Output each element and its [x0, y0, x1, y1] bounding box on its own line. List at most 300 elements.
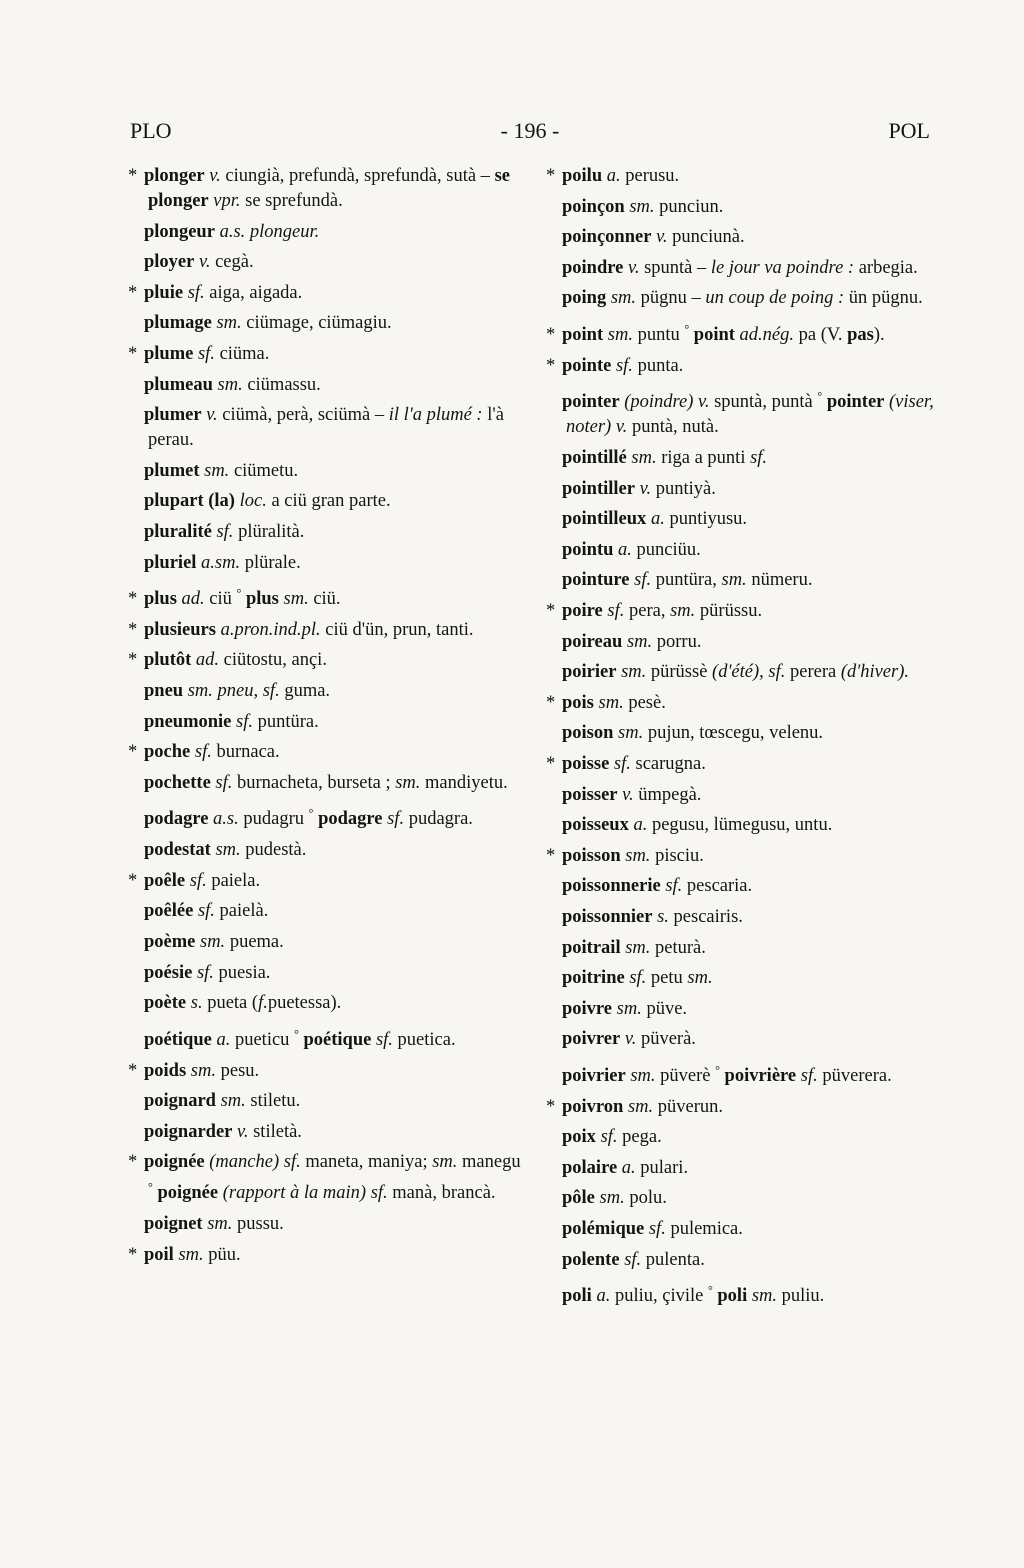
common-word-asterisk: * [128, 742, 138, 763]
translation: puetessa). [267, 993, 342, 1014]
dictionary-entry [546, 568, 938, 593]
grammar-note: sf. [629, 570, 656, 591]
headword: poli [712, 1286, 748, 1307]
headword: pois [562, 692, 594, 713]
grammar-note: sm. pneu, sf. [183, 681, 285, 702]
translation: punciunà. [672, 227, 745, 248]
dictionary-entry [128, 581, 528, 612]
dictionary-entry [128, 771, 528, 796]
dictionary-entry [128, 710, 528, 735]
translation: pudestà. [245, 840, 307, 861]
translation: pudagru [243, 809, 309, 830]
grammar-note: sf. [183, 282, 210, 303]
dictionary-entry [128, 838, 528, 863]
dictionary-entry [546, 936, 938, 961]
common-word-asterisk: * [546, 692, 556, 713]
common-word-asterisk: * [546, 166, 556, 186]
grammar-note: (d'été), sf. [712, 662, 790, 683]
grammar-note: sf. [609, 754, 636, 774]
grammar-note: a.pron.ind.pl. [215, 619, 326, 640]
dictionary-entry [546, 354, 938, 379]
grammar-note: s. [186, 993, 208, 1014]
common-word-asterisk: * [128, 343, 138, 364]
dictionary-entry [128, 342, 528, 367]
grammar-note: (rapport à la main) sf. [218, 1183, 393, 1204]
dictionary-entry [128, 1150, 528, 1206]
dictionary-entry [128, 961, 528, 986]
common-word-asterisk: * [546, 355, 556, 376]
grammar-note: ad. [191, 650, 224, 671]
dictionary-entry [546, 507, 938, 532]
grammar-note: sm. [195, 931, 230, 952]
grammar-note: sm. [603, 325, 638, 346]
grammar-note: sm. [622, 631, 657, 652]
grammar-note: sf. [619, 1249, 646, 1270]
dictionary-entry [546, 874, 938, 899]
grammar-note: v. [651, 227, 673, 248]
translation: burnaca. [216, 742, 280, 763]
translation: se sprefundà. [245, 191, 343, 211]
grammar-note: sm. [594, 1188, 630, 1209]
translation: peturà. [655, 937, 706, 958]
headword: poilu [562, 166, 603, 186]
translation: a ciü gran parte. [271, 491, 391, 512]
headword: poivrer [562, 1029, 621, 1050]
headword: plus [241, 589, 279, 610]
dictionary-entry [546, 844, 938, 869]
grammar-note: sm. [670, 601, 700, 622]
dictionary-entry [128, 403, 528, 453]
translation: aiga, aigada. [209, 282, 303, 303]
grammar-note: v. [620, 1029, 641, 1050]
headword: poindre [562, 257, 624, 278]
headword: pneumonie [144, 711, 232, 732]
grammar-note: s. [652, 906, 674, 927]
translation: pera, [629, 601, 671, 622]
translation: pueta ( [207, 993, 259, 1014]
translation: pueticu [234, 1029, 295, 1050]
translation: püverera. [822, 1066, 892, 1087]
dictionary-entry [128, 311, 528, 336]
common-word-asterisk: * [546, 1096, 556, 1117]
translation: puliu, çivile [614, 1286, 708, 1307]
grammar-note: sf. [211, 521, 239, 542]
dictionary-entry [128, 899, 528, 924]
dictionary-entry [546, 966, 938, 991]
dictionary-entry [546, 1217, 938, 1242]
common-word-asterisk: * [128, 650, 138, 671]
translation: puliu. [781, 1286, 825, 1307]
headword: poitrine [562, 968, 625, 989]
headword: pointer [822, 392, 885, 413]
headword: ployer [144, 252, 195, 273]
headword: point [689, 325, 735, 346]
dictionary-entry [128, 1120, 528, 1145]
translation: pürüssu. [699, 601, 763, 622]
translation: maneta, maniya; [305, 1152, 433, 1173]
headword: poisson [562, 845, 621, 866]
translation: pügnu – [640, 288, 706, 309]
grammar-note: vpr. [208, 191, 246, 211]
grammar-note: sf. [796, 1066, 823, 1087]
headword: poire [562, 601, 603, 622]
grammar-note: sm. [620, 937, 656, 958]
translation: pussu. [237, 1214, 284, 1235]
translation: mandiyetu. [425, 772, 508, 793]
translation: scarugna. [635, 754, 706, 774]
translation: ciümà, perà, sciümà – [222, 405, 389, 426]
translation: pürüssè [650, 662, 713, 683]
translation: pulemica. [670, 1219, 743, 1240]
grammar-note: sf. [595, 1127, 623, 1148]
translation: puntu [637, 325, 685, 346]
sense-separator: ° [817, 389, 823, 404]
translation: ciümage, ciümagiu. [246, 313, 392, 334]
translation: arbegia. [858, 257, 918, 278]
dictionary-entry [546, 691, 938, 716]
headword: poète [144, 993, 187, 1014]
dictionary-entry [546, 599, 938, 624]
headword: pointiller [562, 478, 635, 499]
grammar-note: sm. [186, 1060, 221, 1081]
dictionary-entry [546, 630, 938, 655]
translation: ciümetu. [233, 460, 299, 481]
dictionary-entry [546, 1125, 938, 1150]
headword: pneu [144, 681, 184, 702]
page-number: - 196 - [500, 118, 560, 143]
headword: poirier [562, 662, 617, 683]
headword: pointure [562, 570, 630, 591]
right-column [546, 164, 938, 1315]
grammar-note: a. [211, 1029, 235, 1050]
common-word-asterisk: * [128, 166, 138, 186]
headword: poisseux [562, 815, 629, 836]
grammar-note: sm. [620, 845, 656, 866]
translation: püverà. [640, 1029, 696, 1050]
translation: manà, brancà. [392, 1183, 496, 1204]
dictionary-entry [546, 286, 938, 311]
dictionary-entry [546, 477, 938, 502]
translation: riga a punti [661, 448, 751, 469]
common-word-asterisk: * [128, 282, 138, 303]
headword: pochette [144, 772, 211, 793]
grammar-note: ad.nég. [734, 325, 799, 346]
grammar-note: sf. [750, 448, 768, 469]
dictionary-entry [546, 195, 938, 220]
dictionary-entry [546, 660, 938, 685]
dictionary-entry [128, 281, 528, 306]
translation: ciütostu, ançi. [223, 650, 327, 671]
sense-separator: ° [308, 806, 314, 821]
headword: pôle [562, 1188, 595, 1209]
grammar-note: a. [602, 166, 626, 186]
headword: polaire [562, 1157, 618, 1178]
grammar-note: v. [201, 405, 223, 426]
headword: plus [144, 589, 177, 610]
headword: poireau [562, 631, 623, 652]
grammar-note: sm. [395, 772, 426, 793]
translation: puema. [229, 931, 284, 952]
header-last-word: POL [888, 118, 930, 143]
grammar-note: sf. [193, 901, 220, 922]
grammar-note: (viser, noter) v. [566, 392, 934, 438]
translation: pulenta. [645, 1249, 705, 1270]
headword: plumeau [144, 374, 213, 395]
grammar-note: sf. [190, 742, 217, 763]
grammar-note: a.s. plongeur. [214, 221, 320, 242]
dictionary-entry [128, 373, 528, 398]
headword: poivron [562, 1096, 624, 1117]
translation: paielà. [219, 901, 269, 922]
translation: manegu [462, 1152, 521, 1173]
translation: pescairis. [673, 906, 743, 927]
grammar-note: f. [258, 993, 268, 1014]
dictionary-entry [128, 1089, 528, 1114]
dictionary-entry [128, 869, 528, 894]
dictionary-entry [128, 740, 528, 765]
headword: pluriel [144, 552, 197, 573]
translation: ciungià, prefundà, sprefundà, sutà – [225, 166, 495, 186]
headword: plumet [144, 460, 200, 481]
grammar-note: sm. [173, 1244, 209, 1265]
dictionary-entry [546, 783, 938, 808]
dictionary-entry [128, 618, 528, 643]
headword: poignard [144, 1091, 216, 1112]
dictionary-entry [128, 930, 528, 955]
grammar-note: le jour va poindre : [710, 257, 859, 278]
grammar-note: il l'a plumé : [388, 405, 488, 426]
grammar-note: v. [194, 252, 216, 273]
dictionary-entry [546, 1156, 938, 1181]
headword: se plonger [148, 166, 510, 211]
headword: pas [847, 325, 874, 346]
grammar-note: sf. [602, 601, 629, 622]
translation: guma. [284, 681, 331, 702]
grammar-note: sm. [593, 692, 629, 713]
common-word-asterisk: * [128, 1060, 138, 1081]
headword: poisser [562, 784, 618, 805]
grammar-note: sm. [202, 1214, 238, 1235]
headword: plongeur [144, 221, 215, 242]
grammar-note: sm. [623, 1096, 658, 1117]
translation: pescaria. [686, 876, 753, 897]
grammar-note: sm. [210, 840, 246, 861]
dictionary-entry [546, 1186, 938, 1211]
grammar-note: v. [232, 1121, 254, 1142]
grammar-note: sm. [606, 288, 641, 309]
grammar-note: sm. [687, 968, 713, 989]
dictionary-entry [128, 489, 528, 514]
headword: poinçon [562, 196, 625, 217]
headword: pluie [144, 282, 184, 303]
translation: pesu. [220, 1060, 260, 1081]
dictionary-entry [546, 813, 938, 838]
translation: ciüma. [219, 343, 270, 364]
dictionary-entry [546, 164, 938, 189]
headword: plumage [144, 313, 212, 334]
grammar-note: (manche) sf. [204, 1152, 306, 1173]
headword: poignet [144, 1214, 203, 1235]
headword: plusieurs [144, 619, 216, 640]
translation: puntüra, [655, 570, 722, 591]
translation: burnacheta, burseta ; [237, 772, 396, 793]
grammar-note: v. [634, 478, 656, 499]
translation: ciü. [313, 589, 341, 610]
grammar-note: loc. [234, 491, 272, 512]
common-word-asterisk: * [546, 601, 556, 622]
grammar-note: sf. [193, 343, 220, 364]
headword: poids [144, 1060, 187, 1081]
grammar-note: v. [204, 166, 226, 186]
dictionary-entry [546, 384, 938, 440]
grammar-note: a. [628, 815, 652, 836]
grammar-note: a. [617, 1157, 641, 1178]
sense-separator: ° [684, 321, 690, 336]
grammar-note: sf. [210, 772, 238, 793]
dictionary-entry [128, 1243, 528, 1268]
grammar-note: sm. [432, 1152, 463, 1173]
dictionary-entry [128, 459, 528, 484]
common-word-asterisk: * [128, 870, 138, 891]
headword: poche [144, 742, 191, 763]
headword: plume [144, 343, 194, 364]
headword: poétique [298, 1029, 372, 1050]
grammar-note: sm. [624, 196, 660, 217]
translation: l'à perau. [148, 405, 504, 451]
headword: poix [562, 1127, 596, 1148]
grammar-note: un coup de poing : [705, 288, 849, 309]
translation: punciun. [659, 196, 724, 217]
translation: ciümassu. [247, 374, 321, 395]
headword: poêle [144, 870, 186, 891]
translation: ciü [209, 589, 237, 610]
common-word-asterisk: * [546, 845, 556, 866]
headword: poignée [144, 1152, 205, 1173]
sense-separator: ° [148, 1180, 153, 1195]
dictionary-entry [546, 538, 938, 563]
grammar-note: sm. [199, 460, 234, 481]
grammar-note: a.sm. [196, 552, 245, 573]
headword: podagre [144, 809, 209, 830]
translation: puesia. [218, 962, 271, 983]
headword: poivrier [562, 1066, 626, 1087]
translation: puntà, nutà. [631, 417, 719, 438]
headword: polémique [562, 1219, 645, 1240]
grammar-note: v. [623, 257, 645, 278]
headword: pointe [562, 355, 612, 376]
headword: poing [562, 288, 607, 309]
common-word-asterisk: * [128, 1244, 138, 1265]
translation: punta. [637, 355, 684, 376]
headword: poison [562, 723, 614, 744]
common-word-asterisk: * [128, 589, 138, 610]
grammar-note: ad. [176, 589, 210, 610]
dictionary-entry [546, 1095, 938, 1120]
translation: stiletà. [253, 1121, 302, 1142]
grammar-note: sf. [371, 1029, 398, 1050]
dictionary-entry [546, 1027, 938, 1052]
headword: poli [562, 1286, 592, 1307]
grammar-note: sf. [660, 876, 687, 897]
dictionary-entry [128, 250, 528, 275]
sense-separator: ° [715, 1062, 720, 1077]
headword: poissonnerie [562, 876, 661, 897]
headword: poisse [562, 754, 610, 774]
dictionary-entry [546, 1278, 938, 1309]
dictionary-entry [128, 164, 528, 214]
page-header [130, 118, 930, 148]
grammar-note: sm. [612, 998, 647, 1019]
translation: perusu. [625, 166, 680, 186]
headword: poésie [144, 962, 193, 983]
common-word-asterisk: * [128, 619, 138, 640]
translation: ümpegà. [638, 784, 702, 805]
dictionary-entry [128, 1022, 528, 1053]
translation: porru. [656, 631, 702, 652]
translation: pujun, tœscegu, velenu. [647, 723, 824, 744]
header-first-word: PLO [130, 118, 172, 143]
translation: pega. [622, 1127, 662, 1148]
grammar-note: sf. [611, 355, 638, 376]
translation: puntüra. [257, 711, 319, 732]
translation: ). [873, 325, 885, 346]
headword: poissonnier [562, 906, 653, 927]
dictionary-entry [128, 991, 528, 1016]
dictionary-entry [546, 1248, 938, 1273]
grammar-note: sm. [215, 1091, 251, 1112]
dictionary-entry [546, 446, 938, 471]
sense-separator: ° [294, 1026, 299, 1041]
left-column [128, 164, 528, 1273]
headword: point [562, 325, 604, 346]
grammar-note: sf. [185, 870, 212, 891]
grammar-note: a.s. [208, 809, 244, 830]
headword: polente [562, 1249, 620, 1270]
grammar-note: v. [617, 784, 639, 805]
headword: plumer [144, 405, 202, 426]
common-word-asterisk: * [128, 1152, 138, 1173]
grammar-note: a. [591, 1286, 615, 1307]
translation: petu [650, 968, 688, 989]
grammar-note: sm. [626, 448, 662, 469]
translation: spuntà – [644, 257, 711, 278]
translation: cegà. [215, 252, 254, 273]
translation: polu. [629, 1188, 667, 1209]
headword: poème [144, 931, 196, 952]
headword: plonger [144, 166, 205, 186]
dictionary-entry [128, 648, 528, 673]
common-word-asterisk: * [546, 754, 556, 774]
headword: poil [144, 1244, 174, 1265]
dictionary-entry [128, 1059, 528, 1084]
headword: pointer [562, 392, 620, 413]
translation: puntiyà. [655, 478, 716, 499]
translation: pesè. [628, 692, 666, 713]
translation: paiela. [211, 870, 261, 891]
headword: podestat [144, 840, 211, 861]
dictionary-entry [128, 551, 528, 576]
translation: puetica. [397, 1029, 456, 1050]
grammar-note: sm. [721, 570, 752, 591]
dictionary-entry [546, 317, 938, 348]
translation: puntiyusu. [669, 509, 748, 530]
headword: pointillé [562, 448, 627, 469]
dictionary-entry [546, 721, 938, 746]
grammar-note: sm. [625, 1066, 661, 1087]
translation: pudagra. [408, 809, 473, 830]
translation: stiletu. [250, 1091, 301, 1112]
grammar-note: sm. [747, 1286, 782, 1307]
